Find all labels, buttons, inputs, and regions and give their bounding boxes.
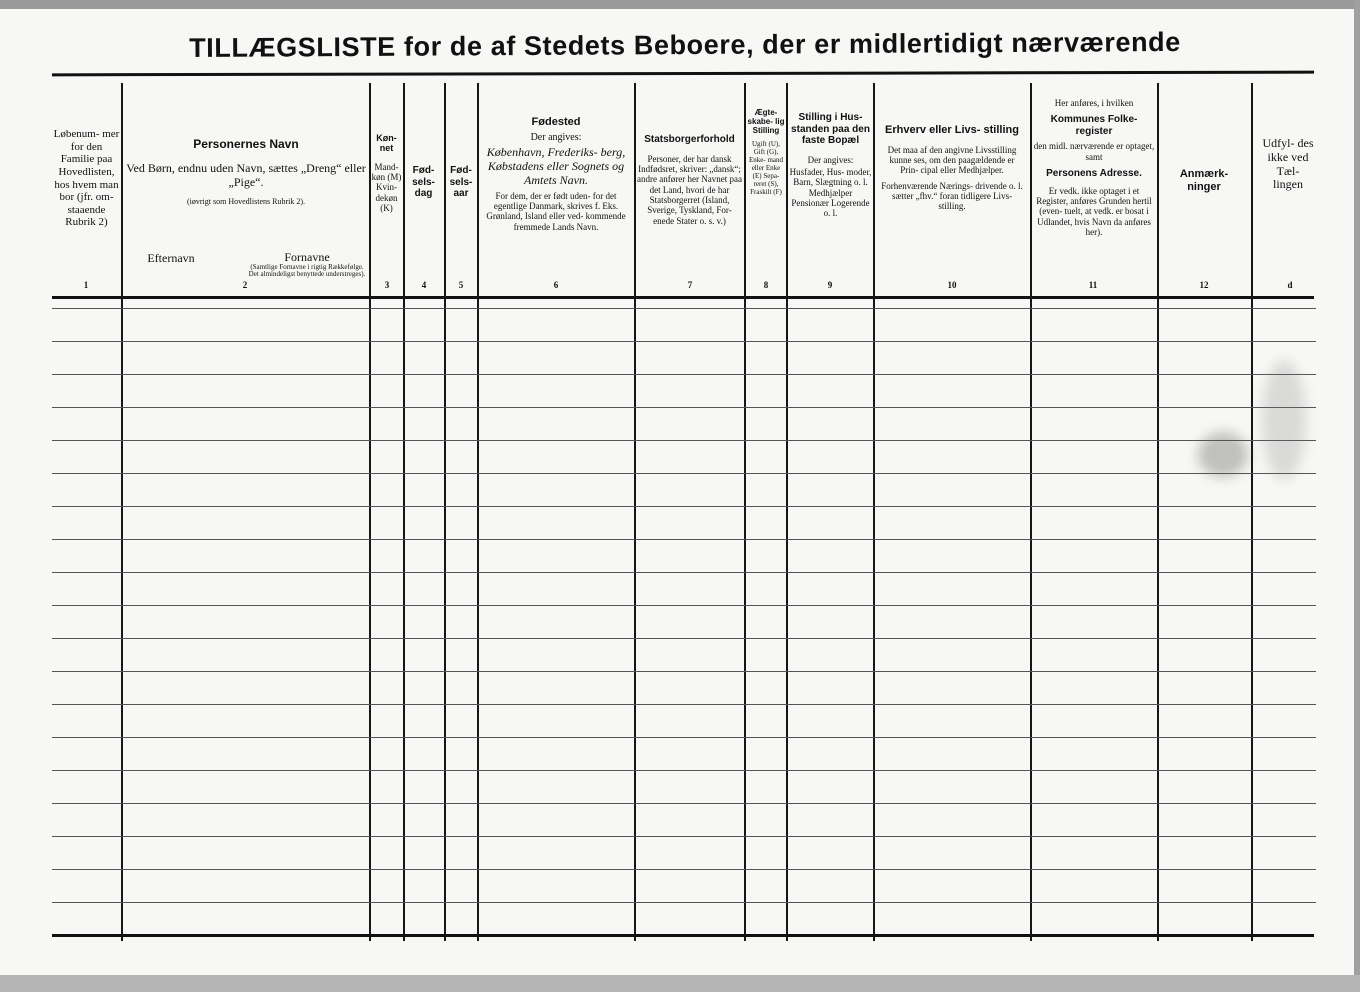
ink-smudge	[1198, 432, 1248, 477]
col-number: 9	[827, 280, 833, 290]
col9-head: Stilling i Hus- standen paa den faste Bopæl	[791, 112, 870, 146]
col10-header	[880, 124, 1024, 212]
scan-edge-top	[0, 0, 1360, 9]
col1-text: Løbenum- mer for den Familie paa Hovedlisten, hos hvem man bor (jfr. om- staaende Rubrik 2)	[53, 128, 120, 229]
col12-head: Anmærk- ninger	[1179, 168, 1229, 193]
col11-head2: Personens Adresse.	[1046, 168, 1142, 180]
row-line	[52, 671, 1316, 672]
row-line	[52, 902, 1316, 903]
ink-smudge	[1262, 360, 1306, 480]
col8-text: Ugift (U), Gift (G), Enke- mand eller Enke (E) Sepa- reret (S), Fraskilt (F)	[748, 139, 783, 196]
col1-header	[53, 128, 120, 229]
col10-head: Erhverv eller Livs- stilling	[885, 124, 1019, 136]
col-divider	[477, 83, 479, 941]
row-line	[52, 374, 1316, 375]
col2-fornavne: Fornavne	[284, 250, 330, 264]
col-number: 8	[763, 280, 769, 290]
col-divider	[786, 83, 788, 941]
col-number: 12	[1199, 280, 1209, 290]
col6-head: Fødested	[531, 116, 581, 128]
col-number: 10	[947, 280, 957, 290]
col2-head: Personernes Navn	[193, 137, 299, 151]
scan-edge-bottom	[0, 975, 1360, 992]
col13-text: Udfyl- des ikke ved Tæl- lingen	[1262, 136, 1314, 192]
col-number: 4	[421, 280, 427, 290]
col6-sub: Der angives:	[530, 131, 582, 143]
col6-header	[480, 116, 632, 232]
col3-header	[371, 133, 402, 213]
col-number: 2	[242, 280, 248, 290]
col8-header	[747, 108, 785, 196]
row-line	[52, 836, 1316, 837]
col6-text: København, Frederiks- berg, Købstadens eller Sognets og Amtets Navn.	[486, 145, 626, 187]
col2-note: Ved Børn, endnu uden Navn, sættes „Dreng“ eller „Pige“.	[126, 160, 366, 189]
col11-header	[1033, 98, 1155, 237]
col-divider	[744, 83, 746, 941]
col9-text: Husfader, Hus- moder, Barn, Slægtning o. l. Medhjælper Pensionær Logerende o. l.	[789, 166, 872, 219]
top-rule	[52, 71, 1314, 77]
row-line	[52, 605, 1316, 606]
row-line	[52, 407, 1316, 408]
row-line	[52, 803, 1316, 804]
col-number: 5	[458, 280, 464, 290]
row-line	[52, 572, 1316, 573]
col-divider	[1251, 83, 1253, 941]
col-number: 3	[384, 280, 390, 290]
col11-head: Kommunes Folke- register	[1050, 114, 1138, 137]
form-title: TILLÆGSLISTE for de af Stedets Beboere, der er midlertidigt nærværende	[189, 26, 1181, 64]
col9-sub: Der angives:	[807, 154, 854, 165]
col11-pre: Her anføres, i hvilken	[1054, 98, 1134, 108]
col-divider	[403, 83, 405, 941]
col2-sub: (iøvrigt som Hovedlistens Rubrik 2).	[187, 197, 305, 207]
col2-header	[124, 138, 368, 207]
row-line	[52, 638, 1316, 639]
row-line	[52, 704, 1316, 705]
col11-note: Er vedk. ikke optaget i et Register, anføres Grunden hertil (even- tuelt, at vedk. er bosat i Udlandet, hvis Navn da anføres her).	[1036, 185, 1152, 237]
col-divider	[444, 83, 446, 941]
row-line	[52, 440, 1316, 441]
row-line	[52, 473, 1316, 474]
col7-text: Personer, der har dansk Indfødsret, skriver: „dansk“; andre anfører her Navnet paa det Land, hvori de har Statsborgerret (Island, Sverige, Tyskland, For- enede Stater o. s. v.)	[637, 153, 742, 226]
col6-note: For dem, der er født uden- for det egentlige Danmark, skrives f. Eks. Grønland, Island eller ved- kommende fremmede Lands Navn.	[486, 190, 626, 232]
col-number: 6	[553, 280, 559, 290]
row-line	[52, 737, 1316, 738]
row-line	[52, 506, 1316, 507]
col5-head: Fød- sels- aar	[449, 165, 473, 199]
col3-text: Mand- køn (M) Kvin- dekøn (K)	[371, 161, 402, 214]
header-bottom-rule	[52, 296, 1314, 299]
col9-header	[789, 112, 872, 219]
col10-text: Det maa af den angivne Livsstilling kunne ses, om den paagældende er Prin- cipal eller Medhjælper.	[887, 144, 1017, 176]
row-line	[52, 869, 1316, 870]
row-line	[52, 770, 1316, 771]
col-number: 1	[83, 280, 89, 290]
col-number: 7	[687, 280, 693, 290]
col-divider	[1030, 83, 1032, 941]
col3-head: Køn- net	[376, 133, 397, 154]
col11-text: den midl. nærværende er optaget, samt	[1033, 141, 1155, 162]
row-line	[52, 308, 1316, 309]
col2-efternavn: Efternavn	[147, 251, 195, 265]
col2-fornavne-note: (Samtlige Fornavne i rigtig Rækkefølge. Det almindeligst benyttede understreges).	[248, 263, 366, 278]
col-divider	[873, 83, 875, 941]
row-line	[52, 341, 1316, 342]
col-divider	[121, 83, 123, 941]
bottom-rule	[52, 934, 1314, 937]
col8-head: Ægte- skabe- lig Stilling	[747, 108, 785, 136]
col10-note: Forhenværende Nærings- drivende o. l. sætter „fhv.“ foran tidligere Livs- stilling.	[881, 180, 1023, 212]
col4-head: Fød- sels- dag	[412, 165, 435, 199]
scan-edge-right	[1354, 0, 1360, 992]
col-number: d	[1287, 280, 1293, 290]
col7-head: Statsborgerforhold	[644, 134, 735, 145]
row-line	[52, 539, 1316, 540]
col7-header	[636, 134, 743, 226]
col-number: 11	[1088, 280, 1098, 290]
col-divider	[1157, 83, 1159, 941]
